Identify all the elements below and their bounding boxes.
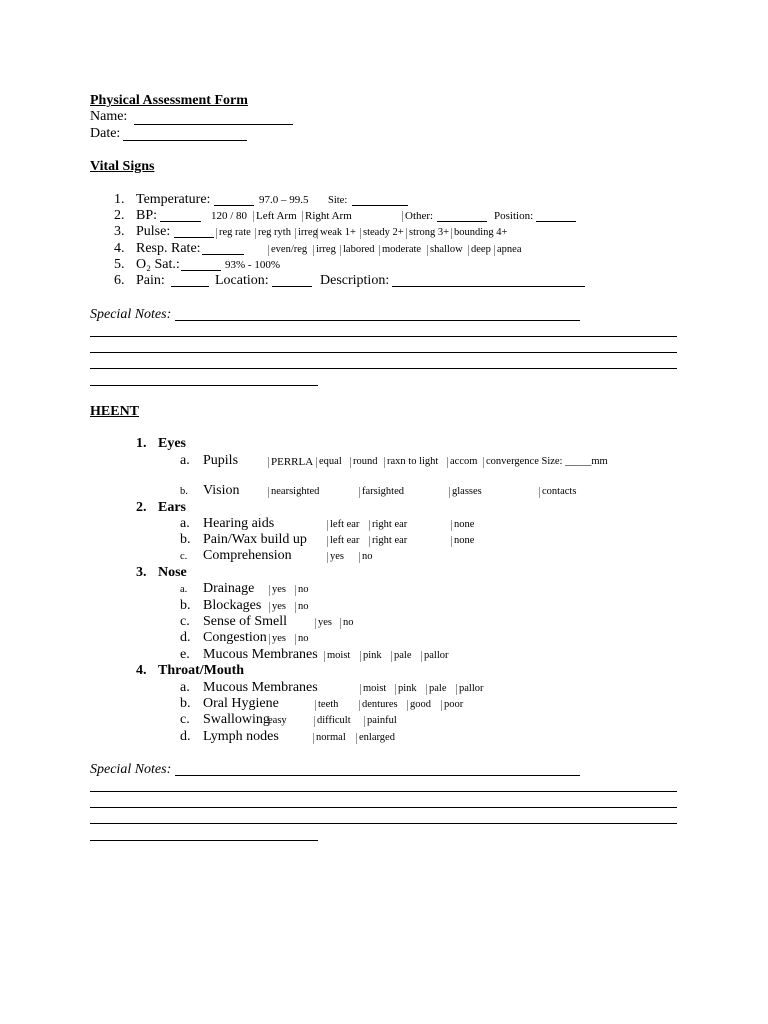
oral-hygiene-label: Oral Hygiene: [203, 696, 279, 711]
oral-hygiene-option[interactable]: good: [407, 700, 431, 711]
special-notes-label: Special Notes:: [90, 762, 172, 777]
bp-label: BP:: [136, 208, 158, 223]
pain-wax-option[interactable]: left ear: [327, 536, 359, 547]
pulse-option[interactable]: weak 1+: [317, 228, 356, 239]
date-field[interactable]: [123, 140, 247, 141]
pain-wax-option[interactable]: none: [451, 536, 474, 547]
special-notes-line[interactable]: [175, 320, 580, 321]
lymph-nodes-option[interactable]: normal: [313, 733, 346, 744]
section-num: 2.: [136, 500, 147, 515]
description-label: Description:: [320, 273, 390, 288]
pupils-option[interactable]: equal: [316, 457, 342, 468]
throat-mucous-option[interactable]: pallor: [456, 684, 484, 695]
throat-mucous-label: Mucous Membranes: [203, 680, 318, 695]
section-num: 1.: [136, 436, 147, 451]
special-notes-line[interactable]: [90, 807, 677, 808]
congestion-label: Congestion: [203, 630, 267, 645]
hearing-aids-option[interactable]: left ear: [327, 520, 359, 531]
drainage-option[interactable]: yes: [269, 585, 286, 596]
pulse-option[interactable]: irreg: [295, 228, 318, 239]
temperature-label: Temperature:: [136, 192, 211, 207]
nose-heading: Nose: [158, 565, 187, 580]
hearing-aids-label: Hearing aids: [203, 516, 275, 531]
resp-option[interactable]: even/reg: [268, 245, 307, 256]
o2-sat-range: 93% - 100%: [225, 259, 280, 271]
vision-option[interactable]: glasses: [449, 487, 482, 498]
item-letter: b.: [180, 598, 191, 613]
congestion-option[interactable]: no: [295, 634, 309, 645]
pupils-option[interactable]: PERRLA: [268, 457, 313, 468]
comprehension-label: Comprehension: [203, 548, 292, 563]
pulse-field[interactable]: [174, 237, 214, 238]
pain-label: Pain:: [136, 273, 165, 288]
location-label: Location:: [215, 273, 269, 288]
oral-hygiene-option[interactable]: poor: [441, 700, 463, 711]
resp-rate-label: Resp. Rate:: [136, 241, 201, 256]
item-letter: d.: [180, 729, 191, 744]
special-notes-line[interactable]: [90, 336, 677, 337]
item-letter: c.: [180, 614, 190, 629]
name-field[interactable]: [134, 124, 293, 125]
resp-option[interactable]: apnea: [494, 245, 521, 256]
date-label: Date:: [90, 126, 121, 141]
resp-rate-field[interactable]: [202, 254, 244, 255]
comprehension-option[interactable]: no: [359, 552, 373, 563]
resp-option[interactable]: irreg: [313, 245, 336, 256]
bp-other-field[interactable]: [437, 221, 487, 222]
pupils-option[interactable]: round: [350, 457, 378, 468]
position-label: Position:: [494, 210, 534, 222]
blockages-option[interactable]: yes: [269, 602, 286, 613]
resp-option[interactable]: labored: [340, 245, 375, 256]
vital-num: 2.: [114, 208, 125, 223]
form-title: Physical Assessment Form: [90, 93, 248, 108]
pain-field[interactable]: [171, 286, 209, 287]
nose-mucous-label: Mucous Membranes: [203, 647, 318, 662]
nose-mucous-option[interactable]: pink: [360, 651, 382, 662]
temperature-range: 97.0 – 99.5: [259, 194, 309, 206]
throat-mucous-option[interactable]: pink: [395, 684, 417, 695]
smell-option[interactable]: yes: [315, 618, 332, 629]
special-notes-line[interactable]: [90, 385, 318, 386]
oral-hygiene-option[interactable]: dentures: [359, 700, 398, 711]
swallowing-label: Swallowing: [203, 712, 270, 727]
swallowing-option[interactable]: easy: [268, 715, 287, 726]
nose-mucous-option[interactable]: moist: [324, 651, 350, 662]
item-letter: a.: [180, 516, 190, 531]
vision-option[interactable]: farsighted: [359, 487, 404, 498]
ears-heading: Ears: [158, 500, 186, 515]
resp-option[interactable]: deep: [468, 245, 491, 256]
drainage-option[interactable]: no: [295, 585, 309, 596]
oral-hygiene-option[interactable]: teeth: [315, 700, 338, 711]
lymph-nodes-label: Lymph nodes: [203, 729, 279, 744]
drainage-label: Drainage: [203, 581, 255, 596]
item-letter: c.: [180, 551, 188, 562]
swallowing-option[interactable]: difficult: [314, 716, 351, 727]
vision-option[interactable]: nearsighted: [268, 487, 319, 498]
eyes-heading: Eyes: [158, 436, 186, 451]
item-letter: c.: [180, 712, 190, 727]
bp-option[interactable]: Right Arm: [302, 211, 352, 222]
special-notes-line[interactable]: [175, 775, 580, 776]
bp-other-label: Other:: [402, 211, 433, 222]
site-label: Site:: [328, 195, 348, 206]
item-letter: d.: [180, 630, 191, 645]
hearing-aids-option[interactable]: right ear: [369, 520, 407, 531]
throat-mucous-option[interactable]: pale: [426, 684, 447, 695]
nose-mucous-option[interactable]: pallor: [421, 651, 449, 662]
item-letter: a.: [180, 584, 188, 595]
section-num: 4.: [136, 663, 147, 678]
special-notes-line[interactable]: [90, 368, 677, 369]
blockages-option[interactable]: no: [295, 602, 309, 613]
pulse-option[interactable]: steady 2+: [360, 228, 404, 239]
pupils-option[interactable]: accom: [447, 457, 477, 468]
resp-option[interactable]: shallow: [427, 245, 463, 256]
blockages-label: Blockages: [203, 598, 262, 613]
item-letter: b.: [180, 532, 191, 547]
pupils-option[interactable]: convergence Size: _____mm: [483, 457, 608, 468]
heent-heading: HEENT: [90, 404, 140, 419]
name-label: Name:: [90, 109, 128, 124]
vital-signs-heading: Vital Signs: [90, 159, 155, 174]
pupils-option[interactable]: raxn to light: [384, 457, 438, 468]
pain-wax-option[interactable]: right ear: [369, 536, 407, 547]
pulse-label: Pulse:: [136, 224, 171, 239]
vision-label: Vision: [203, 483, 240, 498]
swallowing-option[interactable]: painful: [364, 716, 397, 727]
pupils-label: Pupils: [203, 453, 239, 468]
special-notes-line[interactable]: [90, 840, 318, 841]
sense-of-smell-label: Sense of Smell: [203, 614, 287, 629]
vital-num: 5.: [114, 257, 125, 272]
special-notes-line[interactable]: [90, 791, 677, 792]
pulse-option[interactable]: bounding 4+: [451, 228, 507, 239]
special-notes-label: Special Notes:: [90, 307, 172, 322]
pulse-option[interactable]: strong 3+: [406, 228, 449, 239]
site-field[interactable]: [352, 205, 408, 206]
section-num: 3.: [136, 565, 147, 580]
special-notes-line[interactable]: [90, 352, 677, 353]
item-letter: a.: [180, 453, 190, 468]
vital-num: 6.: [114, 273, 125, 288]
congestion-option[interactable]: yes: [269, 634, 286, 645]
special-notes-line[interactable]: [90, 823, 677, 824]
pain-wax-label: Pain/Wax build up: [203, 532, 307, 547]
pulse-option[interactable]: reg rate: [216, 228, 251, 239]
comprehension-option[interactable]: yes: [327, 552, 344, 563]
smell-option[interactable]: no: [340, 618, 354, 629]
bp-range: 120 / 80: [211, 210, 248, 222]
nose-mucous-option[interactable]: pale: [391, 651, 412, 662]
position-field[interactable]: [536, 221, 576, 222]
vital-num: 4.: [114, 241, 125, 256]
vital-num: 3.: [114, 224, 125, 239]
resp-option[interactable]: moderate: [379, 245, 421, 256]
o2-sat-field[interactable]: [181, 270, 221, 271]
vital-num: 1.: [114, 192, 125, 207]
hearing-aids-option[interactable]: none: [451, 520, 474, 531]
throat-mucous-option[interactable]: moist: [360, 684, 386, 695]
temperature-field[interactable]: [214, 205, 254, 206]
location-field[interactable]: [272, 286, 312, 287]
o2-sat-label: O₂ Sat.:: [136, 257, 180, 272]
item-letter: a.: [180, 680, 190, 695]
vision-option[interactable]: contacts: [539, 487, 576, 498]
pulse-option[interactable]: reg ryth: [255, 228, 291, 239]
bp-option[interactable]: Left Arm: [253, 211, 297, 222]
item-letter: e.: [180, 647, 190, 662]
item-letter: b.: [180, 696, 191, 711]
description-field[interactable]: [392, 286, 585, 287]
bp-field[interactable]: [160, 221, 201, 222]
lymph-nodes-option[interactable]: enlarged: [356, 733, 395, 744]
item-letter: b.: [180, 486, 188, 497]
throat-mouth-heading: Throat/Mouth: [158, 663, 245, 678]
